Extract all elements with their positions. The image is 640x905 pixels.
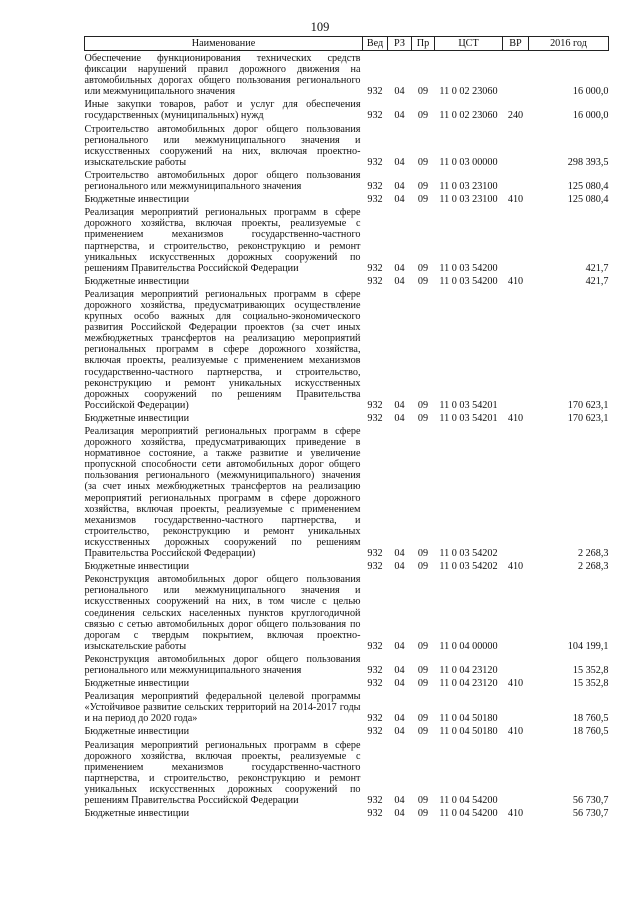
row-rz-cell: 04 xyxy=(394,640,405,652)
row-pr-cell: 09 xyxy=(417,110,429,122)
row-vr-cell xyxy=(503,689,529,724)
row-vr-cell: 410 xyxy=(507,808,524,820)
table-row xyxy=(85,724,609,737)
row-rz-cell: 04 xyxy=(394,678,405,690)
table-row xyxy=(85,168,609,192)
row-vr-cell: 410 xyxy=(507,275,524,287)
row-vr-cell: 410 xyxy=(507,726,524,738)
row-rz-cell: 04 xyxy=(394,110,405,122)
row-pr-cell: 09 xyxy=(417,795,429,806)
row-pr-cell: 09 xyxy=(417,640,429,652)
row-amount-cell: 56 730,7 xyxy=(572,808,609,820)
row-rz-cell: 04 xyxy=(394,548,405,560)
budget-table xyxy=(84,36,609,819)
row-cst-cell: 11 0 03 23100 xyxy=(439,181,498,193)
row-ved-cell: 932 xyxy=(367,640,383,652)
row-ved-cell: 932 xyxy=(367,548,383,560)
row-rz-cell: 04 xyxy=(394,262,405,274)
header-row xyxy=(85,37,609,51)
row-ved-cell: 932 xyxy=(367,561,383,573)
row-ved-cell: 932 xyxy=(367,678,383,690)
column-header-name: Наименование xyxy=(85,37,363,51)
row-name-cell: Бюджетные инвестиции xyxy=(84,726,190,738)
row-cst-cell: 11 0 04 54200 xyxy=(439,808,498,820)
row-cst-cell: 11 0 04 23120 xyxy=(439,678,498,690)
table-row xyxy=(85,424,609,559)
row-amount-cell: 170 623,1 xyxy=(567,412,609,424)
row-name-cell: Бюджетные инвестиции xyxy=(84,412,190,424)
table-header xyxy=(85,37,609,51)
row-rz-cell: 04 xyxy=(394,412,405,424)
row-cst-cell: 11 0 04 50180 xyxy=(439,726,498,738)
row-amount-cell: 170 623,1 xyxy=(567,399,609,411)
row-rz-cell: 04 xyxy=(394,275,405,287)
table-row xyxy=(85,559,609,572)
row-cst-cell: 11 0 03 54200 xyxy=(439,262,498,274)
row-pr-cell: 09 xyxy=(417,181,429,193)
row-cst-cell: 11 0 04 54200 xyxy=(439,795,498,806)
row-name-cell: Бюджетные инвестиции xyxy=(84,194,190,206)
row-vr-cell xyxy=(503,572,529,652)
row-name-cell: Реконструкция автомобильных дорог общего пользования регионального или межмуниципального значения и искусственных сооружений на них, в том числе с целью соединения сельских населенных пунктов круглогодичной связью с сетью автомобильных дорог общего пользования по дорогам с твердым покрытием, включая проектно-изыскательские работы xyxy=(84,574,361,652)
row-name-cell: Реконструкция автомобильных дорог общего пользования регионального или межмуниципального значения xyxy=(84,653,361,676)
row-cst-cell: 11 0 03 23100 xyxy=(439,194,498,206)
row-ved-cell: 932 xyxy=(367,795,383,806)
row-vr-cell: 410 xyxy=(507,412,524,424)
row-cst-cell: 11 0 02 23060 xyxy=(439,110,498,122)
row-ved-cell: 932 xyxy=(367,808,383,820)
row-cst-cell: 11 0 03 54200 xyxy=(439,275,498,287)
row-name-cell: Строительство автомобильных дорог общего пользования регионального или межмуниципального значения xyxy=(84,169,361,193)
page-number: 109 xyxy=(310,20,330,34)
table-row xyxy=(85,411,609,424)
table-row xyxy=(85,806,609,819)
row-vr-cell xyxy=(503,652,529,676)
row-rz-cell: 04 xyxy=(394,86,405,98)
row-pr-cell: 09 xyxy=(417,664,429,676)
row-ved-cell: 932 xyxy=(367,713,383,725)
row-vr-cell: 240 xyxy=(507,110,524,122)
column-header-ved: Вед xyxy=(363,37,388,51)
column-header-vr: ВР xyxy=(503,37,529,51)
row-vr-cell: 410 xyxy=(507,678,524,690)
row-ved-cell: 932 xyxy=(367,156,383,168)
row-rz-cell: 04 xyxy=(394,194,405,206)
column-header-year: 2016 год xyxy=(529,37,609,51)
row-pr-cell: 09 xyxy=(417,194,429,206)
row-pr-cell: 09 xyxy=(417,678,429,690)
row-amount-cell: 104 199,1 xyxy=(567,640,609,652)
row-name-cell: Реализация мероприятий региональных программ в сфере дорожного хозяйства, включая проекты, реализуемые с применением механизмов государственно-частного партнерства, и строительство, реконструкцию и ремонт уникальных искусственных дорожных сооружений по решениям Правительства Российской Федерации xyxy=(84,207,361,274)
row-amount-cell: 298 393,5 xyxy=(567,156,609,168)
row-ved-cell: 932 xyxy=(367,726,383,738)
row-rz-cell: 04 xyxy=(394,726,405,738)
column-header-pr: Пр xyxy=(412,37,435,51)
row-rz-cell: 04 xyxy=(394,561,405,573)
row-pr-cell: 09 xyxy=(417,156,429,168)
row-vr-cell xyxy=(503,738,529,807)
row-name-cell: Бюджетные инвестиции xyxy=(84,561,190,573)
table-row xyxy=(85,652,609,676)
column-header-rz: РЗ xyxy=(388,37,412,51)
row-amount-cell: 15 352,8 xyxy=(572,664,609,676)
row-name-cell: Строительство автомобильных дорог общего пользования регионального или межмуниципального значения и искусственных сооружений на них, включая проектно-изыскательские работы xyxy=(84,123,361,168)
row-amount-cell: 125 080,4 xyxy=(567,194,609,206)
table-row xyxy=(85,274,609,287)
row-vr-cell: 410 xyxy=(507,561,524,573)
row-vr-cell xyxy=(503,122,529,168)
row-pr-cell: 09 xyxy=(417,713,429,725)
row-pr-cell: 09 xyxy=(417,262,429,274)
row-name-cell: Обеспечение функционирования технических средств фиксации нарушений правил дорожного движения на автомобильных дорогах общего пользования регионального или межмуниципального значения xyxy=(84,53,361,98)
row-rz-cell: 04 xyxy=(394,181,405,193)
row-vr-cell xyxy=(503,51,529,98)
row-amount-cell: 125 080,4 xyxy=(567,181,609,193)
row-name-cell: Иные закупки товаров, работ и услуг для обеспечения государственных (муниципальных) нужд xyxy=(84,99,361,122)
row-pr-cell: 09 xyxy=(417,275,429,287)
row-amount-cell: 15 352,8 xyxy=(572,678,609,690)
table-row xyxy=(85,689,609,724)
row-amount-cell: 421,7 xyxy=(585,275,609,287)
table-row xyxy=(85,676,609,689)
row-name-cell: Бюджетные инвестиции xyxy=(84,678,190,690)
row-amount-cell: 2 268,3 xyxy=(577,548,609,560)
row-amount-cell: 16 000,0 xyxy=(572,86,609,98)
row-vr-cell xyxy=(503,168,529,192)
row-pr-cell: 09 xyxy=(417,561,429,573)
row-rz-cell: 04 xyxy=(394,156,405,168)
row-ved-cell: 932 xyxy=(367,275,383,287)
table-row xyxy=(85,97,609,121)
row-cst-cell: 11 0 04 23120 xyxy=(439,664,498,676)
row-pr-cell: 09 xyxy=(417,726,429,738)
row-pr-cell: 09 xyxy=(417,86,429,98)
table-row xyxy=(85,192,609,205)
row-vr-cell: 410 xyxy=(507,194,524,206)
table-row xyxy=(85,205,609,274)
row-cst-cell: 11 0 03 54201 xyxy=(439,412,498,424)
row-ved-cell: 932 xyxy=(367,664,383,676)
row-name-cell: Бюджетные инвестиции xyxy=(84,275,190,287)
row-cst-cell: 11 0 02 23060 xyxy=(439,86,498,98)
row-pr-cell: 09 xyxy=(417,399,429,411)
row-cst-cell: 11 0 03 54202 xyxy=(439,548,498,560)
row-name-cell: Реализация мероприятий региональных программ в сфере дорожного хозяйства, включая проекты, реализуемые с применением механизмов государственно-частного партнерства, и строительство, реконструкцию и ремонт уникальных искусственных дорожных сооружений по решениям Правительства Российской Федерации xyxy=(84,739,361,806)
table-row xyxy=(85,51,609,98)
row-vr-cell xyxy=(503,287,529,411)
row-cst-cell: 11 0 03 00000 xyxy=(439,156,498,168)
row-amount-cell: 2 268,3 xyxy=(577,561,609,573)
table-row xyxy=(85,122,609,168)
row-amount-cell: 421,7 xyxy=(585,262,609,274)
row-amount-cell: 18 760,5 xyxy=(572,726,609,738)
row-pr-cell: 09 xyxy=(417,412,429,424)
row-cst-cell: 11 0 03 54202 xyxy=(439,561,498,573)
row-cst-cell: 11 0 04 00000 xyxy=(439,640,498,652)
row-rz-cell: 04 xyxy=(394,713,405,725)
row-ved-cell: 932 xyxy=(367,194,383,206)
table-body xyxy=(85,51,609,820)
row-name-cell: Бюджетные инвестиции xyxy=(84,808,190,820)
row-rz-cell: 04 xyxy=(394,664,405,676)
row-name-cell: Реализация мероприятий федеральной целевой программы «Устойчивое развитие сельских территорий на 2014-2017 годы и на период до 2020 года» xyxy=(84,691,361,725)
row-name-cell: Реализация мероприятий региональных программ в сфере дорожного хозяйства, предусматривающих осуществление крупных особо важных для социально-экономического развития Российской Федерации проектов (за счет иных межбюджетных трансфертов на реализацию мероприятий региональных программ в сфере дорожного хозяйства, включая проекты, реализуемые с применением механизмов государственно-частного партнерства, и строительство, реконструкцию и ремонт уникальных искусственных дорожных сооружений по решениям Правительства Российской Федерации) xyxy=(84,288,361,411)
row-amount-cell: 16 000,0 xyxy=(572,110,609,122)
row-vr-cell xyxy=(503,205,529,274)
row-ved-cell: 932 xyxy=(367,412,383,424)
row-pr-cell: 09 xyxy=(417,808,429,820)
row-cst-cell: 11 0 03 54201 xyxy=(439,399,498,411)
row-ved-cell: 932 xyxy=(367,181,383,193)
row-ved-cell: 932 xyxy=(367,399,383,411)
table-row xyxy=(85,738,609,807)
row-rz-cell: 04 xyxy=(394,399,405,411)
row-rz-cell: 04 xyxy=(394,808,405,820)
table-row xyxy=(85,572,609,652)
row-name-cell: Реализация мероприятий региональных программ в сфере дорожного хозяйства, предусматривающих приведение в нормативное состояние, а также развитие и увеличение пропускной способности сети автомобильных дорог общего пользования регионального (межмуниципального) значения (за счет иных межбюджетных трансфертов на реализацию мероприятий региональных программ в сфере дорожного хозяйства, включая проекты, реализуемые с применением механизмов государственно-частного партнерства, и строительство, реконструкцию и ремонт уникальных искусственных дорожных сооружений по решениям Правительства Российской Федерации) xyxy=(84,426,361,560)
row-vr-cell xyxy=(503,424,529,559)
row-ved-cell: 932 xyxy=(367,110,383,122)
row-rz-cell: 04 xyxy=(394,795,405,806)
column-header-cst: ЦСТ xyxy=(435,37,503,51)
row-amount-cell: 56 730,7 xyxy=(572,795,609,806)
row-ved-cell: 932 xyxy=(367,262,383,274)
row-cst-cell: 11 0 04 50180 xyxy=(439,713,498,725)
row-ved-cell: 932 xyxy=(367,86,383,98)
table-row xyxy=(85,287,609,411)
row-amount-cell: 18 760,5 xyxy=(572,713,609,725)
row-pr-cell: 09 xyxy=(417,548,429,560)
